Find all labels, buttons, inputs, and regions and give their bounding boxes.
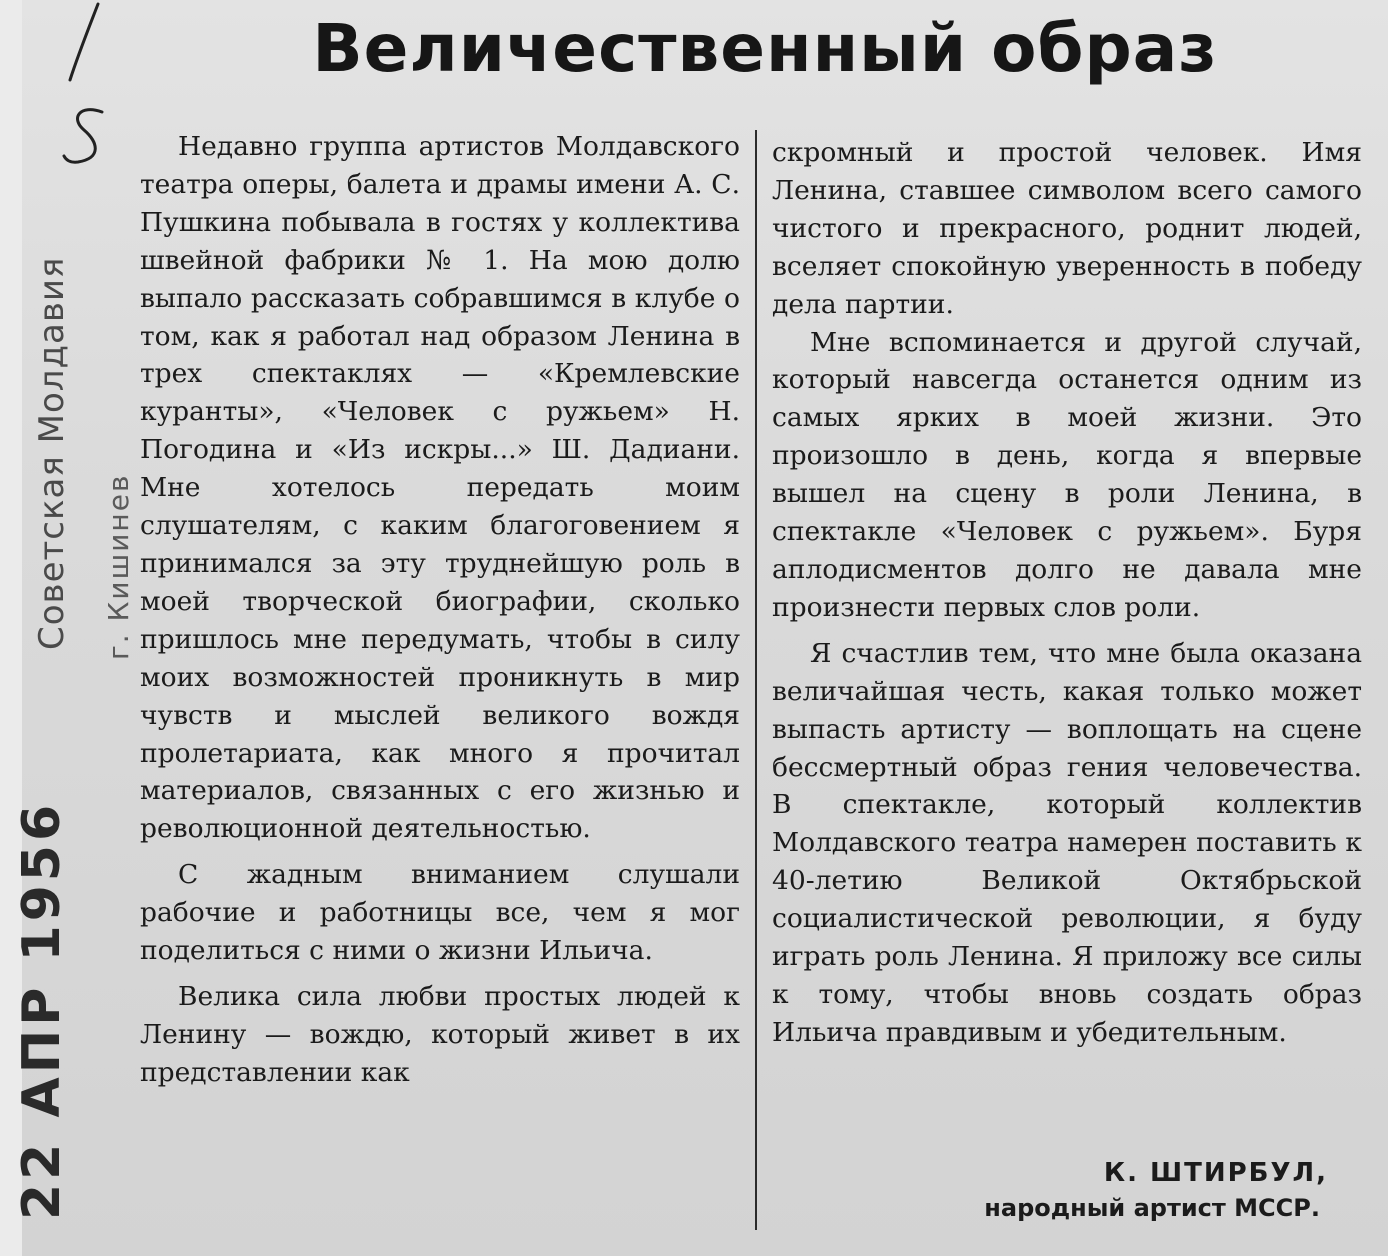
date-stamp: 22 АПР 1956 [12, 800, 72, 1220]
right-column [772, 134, 1362, 1052]
city-name: г. Кишинев [102, 473, 135, 660]
author-title: народный артист МССР. [984, 1194, 1320, 1222]
author-signature [984, 1158, 1328, 1222]
paragraph: Мне вспоминается и другой случай, который навсегда останется одним из самых ярких в моей жизни. Это произошло в день, когда я впервые вышел на сцену в роли Ленина, в спектакле «Человек с ружьем». Буря аплодисментов долго не давала мне произнести первых слов роли. [772, 326, 1362, 623]
paragraph: Велика сила любви простых людей к Ленину — вождю, который живет в их представлении как [140, 980, 740, 1088]
paragraph: скромный и простой человек. Имя Ленина, ставшее символом всего самого чистого и прекрасного, роднит людей, вселяет спокойную уверенность в победу дела партии. [772, 137, 1362, 320]
newspaper-name: Советская Молдавия [32, 256, 72, 650]
paragraph: Недавно группа артистов Молдавского театра оперы, балета и драмы имени А. С. Пушкина побывала в гостях у коллектива швейной фабрики № 1. На мою долю выпало рассказать собравшимся в клубе о том, как я работал над образом Ленина в трех спектаклях — «Кремлевские куранты», «Человек с ружьем» Н. Погодина и «Из искры...» Ш. Дадиани. Мне хотелось передать моим слушателям, с каким благоговением я принимался за эту труднейшую роль в моей творческой биографии, сколько пришлось мне передумать, чтобы в силу моих возможностей проникнуть в мир чувств и мыслей великого вождя пролетариата, как много я прочитал материалов, связанных с его жизнью и революционной деятельностью. [140, 131, 740, 845]
left-column [140, 128, 740, 1092]
paragraph: Я счастлив тем, что мне была оказана величайшая честь, какая только может выпасть артисту — воплощать на сцене бессмертный образ гения человечества. В спектакле, который коллектив Молдавского театра намерен поставить к 40-летию Великой Октябрьской социалистической революции, я буду играть роль Ленина. Я приложу все силы к тому, чтобы вновь создать образ Ильича правдивым и убедительным. [772, 637, 1362, 1048]
handwritten-mark-icon [40, 0, 130, 200]
column-divider [755, 130, 757, 1230]
paragraph: С жадным вниманием слушали рабочие и работницы все, чем я мог поделиться с ними о жизни Ильича. [140, 859, 740, 967]
article-headline: Величественный образ [312, 10, 1218, 87]
author-name: К. ШТИРБУЛ, [1103, 1158, 1328, 1188]
